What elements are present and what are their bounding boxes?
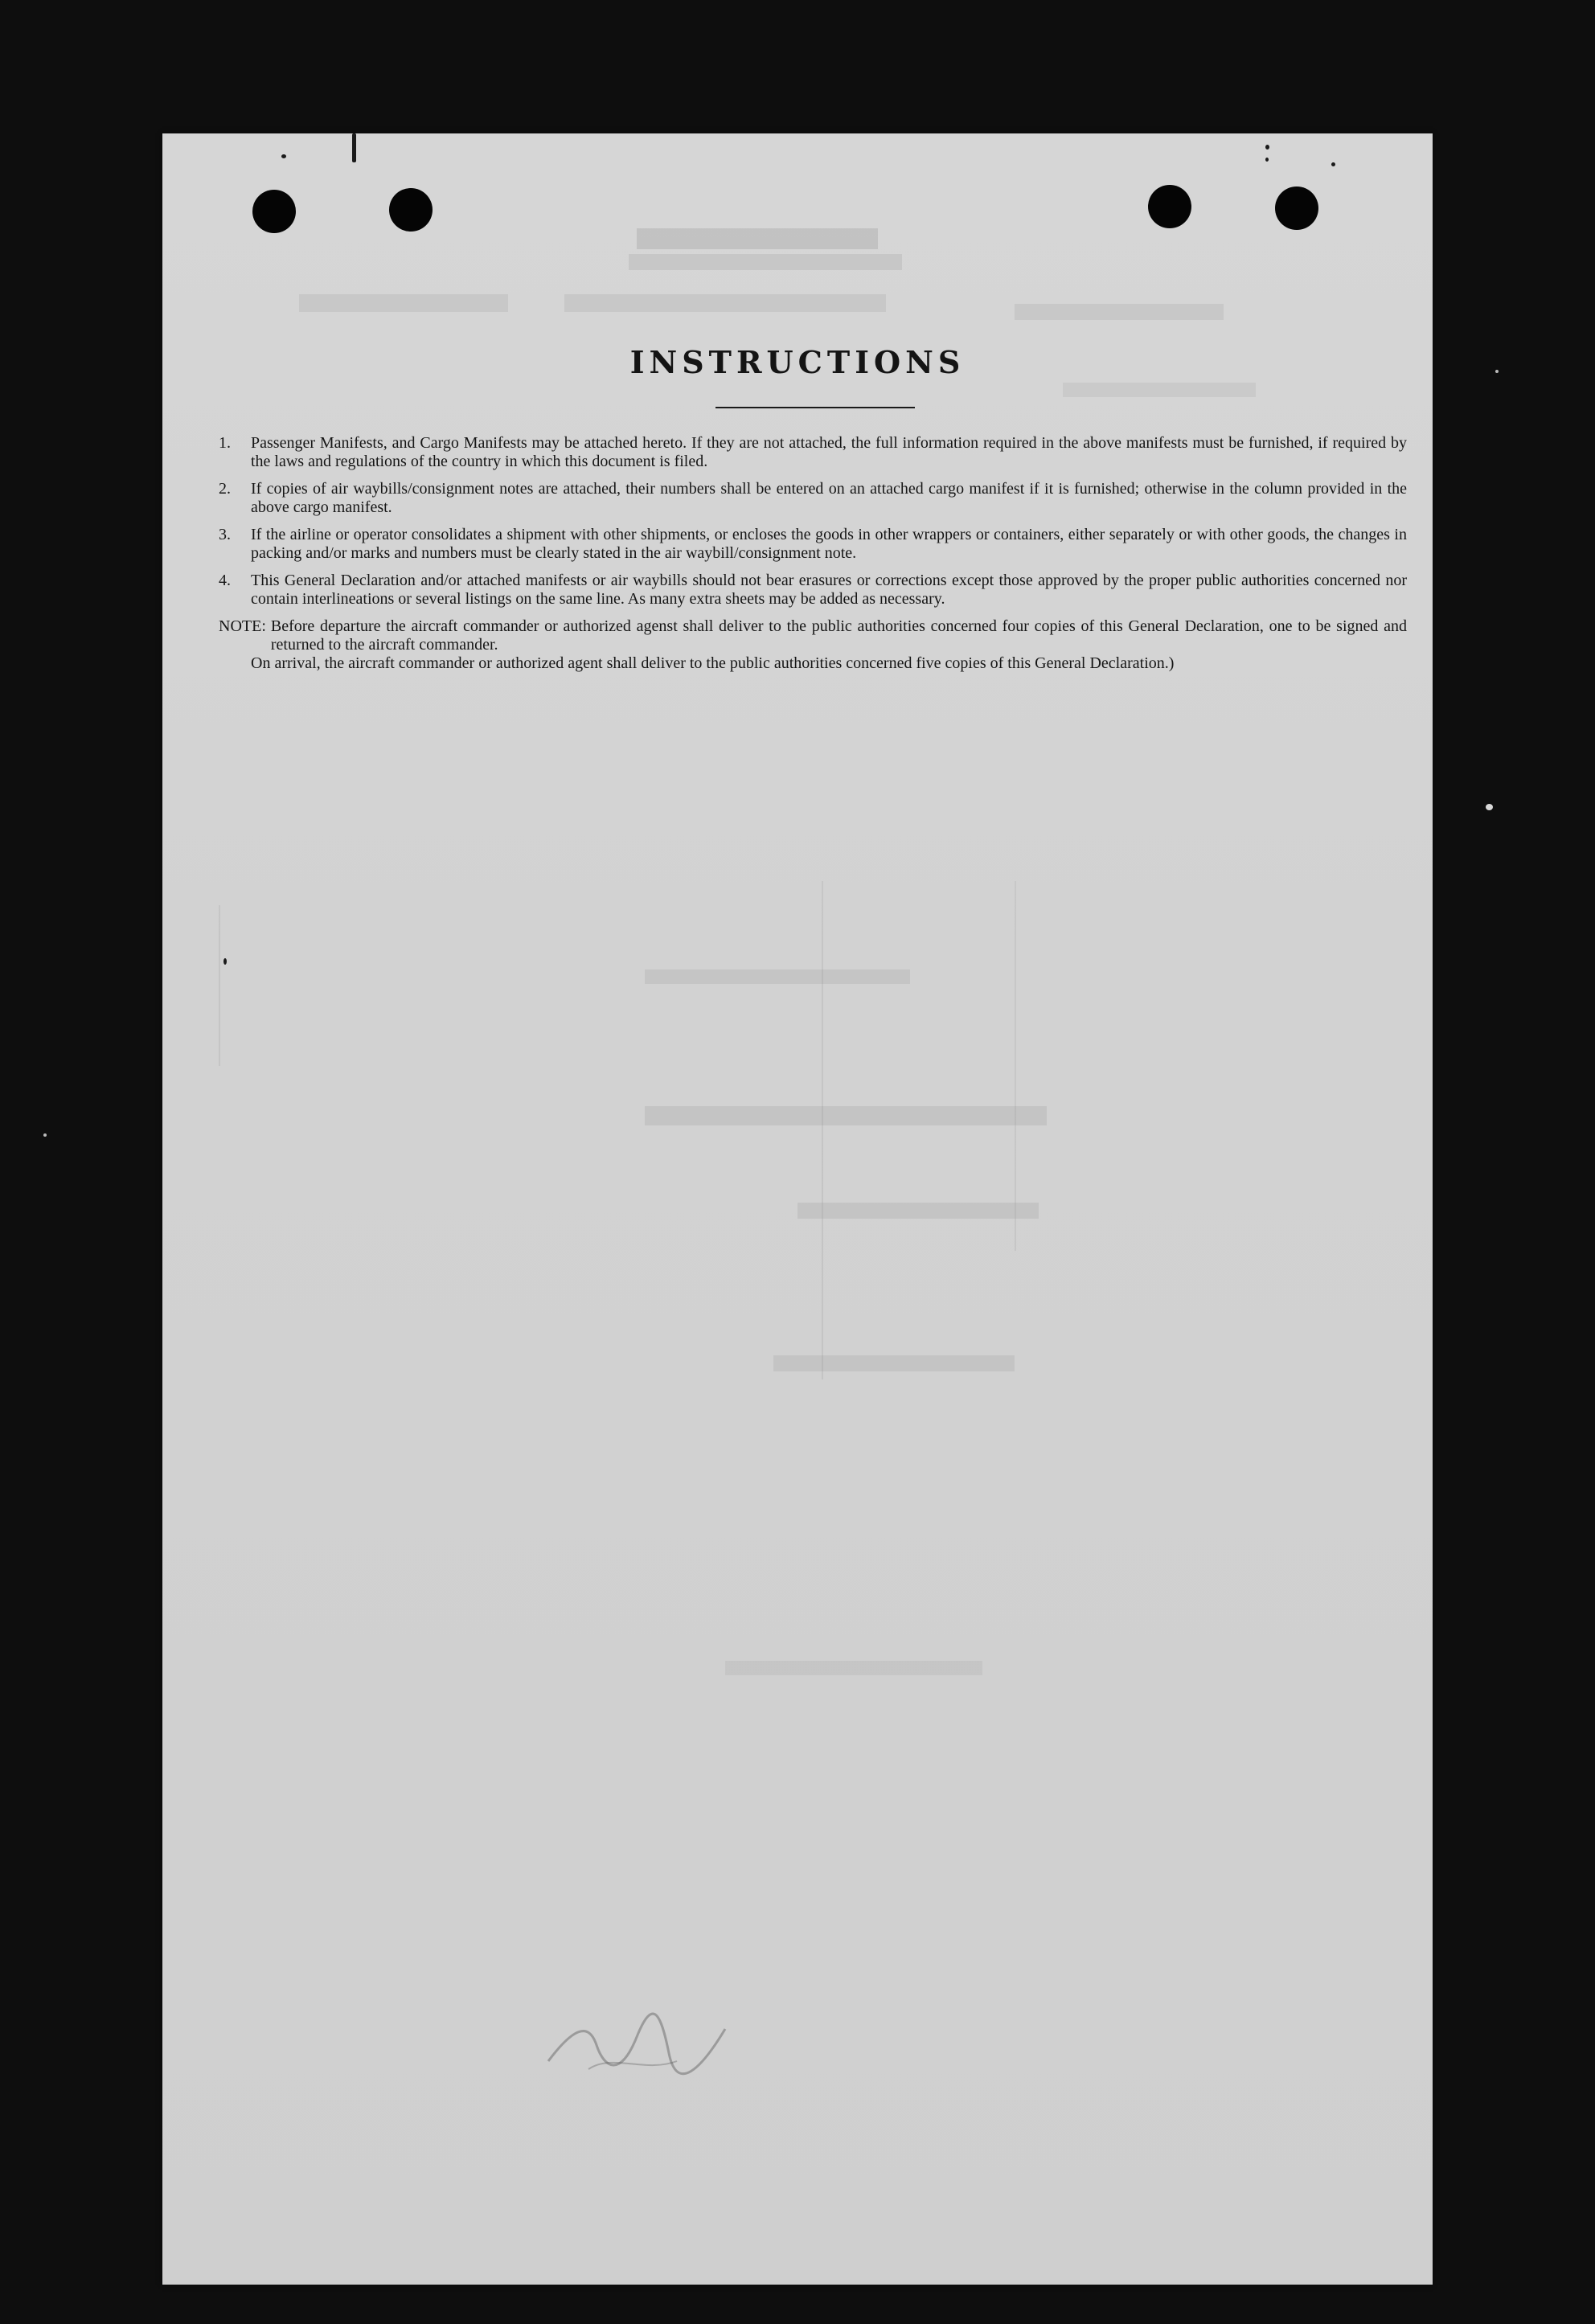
item-text: This General Declaration and/or attached manifests or air waybills should not bear erasures or corrections except those approved by the proper public authorities concerned nor contain interlineations or several listings on the same line. As many extra sheets may be added as necessary. [251, 572, 1407, 608]
show-through-vline [219, 905, 220, 1066]
scan-speck [281, 154, 286, 158]
show-through-block [725, 1661, 982, 1675]
note-departure-text: Before departure the aircraft commander or authorized agenst shall deliver to the public authorities concerned four copies of this General Declaration, one to be signed and returned to the aircraft commander. [270, 617, 1407, 654]
show-through-vline [1015, 881, 1016, 1251]
show-through-block [645, 1106, 1047, 1125]
show-through-block [798, 1203, 1039, 1219]
show-through-block [299, 294, 508, 312]
scan-speck [1265, 158, 1269, 162]
list-item [219, 480, 1407, 517]
item-text: If copies of air waybills/consignment notes are attached, their numbers shall be entered on an attached cargo manifest if it is furnished; otherwise in the column provided in the above cargo manifest. [251, 480, 1407, 516]
instructions-list [219, 434, 1407, 673]
show-through-block [1063, 383, 1256, 397]
note-arrival-text: On arrival, the aircraft commander or authorized agent shall deliver to the public authorities concerned five copies of this General Declaration.) [251, 654, 1175, 672]
punch-hole [1148, 185, 1191, 228]
document-page [162, 133, 1433, 2285]
frame-speck [43, 1133, 47, 1137]
item-text: Passenger Manifests, and Cargo Manifests may be attached hereto. If they are not attached, the full information required in the above manifests must be furnished, if required by the laws and regulations of the country in which this document is filed. [251, 434, 1407, 470]
frame-speck [1486, 804, 1493, 810]
signature-scrawl [540, 1997, 733, 2085]
item-text: If the airline or operator consolidates a shipment with other shipments, or encloses the goods in other wrappers or containers, either separately or with other goods, the changes in packing and/or marks and numbers must be clearly stated in the air waybill/consignment note. [251, 526, 1407, 562]
show-through-block [773, 1355, 1015, 1371]
item-number: 3. [219, 526, 231, 543]
item-number: 1. [219, 434, 231, 452]
note-departure [219, 617, 1407, 654]
note-label: NOTE: [219, 617, 266, 635]
list-item [219, 526, 1407, 563]
punch-hole [252, 190, 296, 233]
frame-speck [1495, 370, 1499, 373]
show-through-vline [822, 881, 823, 1379]
page-title: INSTRUCTIONS [629, 344, 966, 380]
list-item [219, 434, 1407, 471]
scan-speck [223, 958, 227, 965]
title-underline [715, 407, 915, 408]
punch-hole [1275, 186, 1318, 230]
show-through-block [1015, 304, 1224, 320]
item-number: 4. [219, 572, 231, 589]
scan-speck [352, 133, 356, 162]
item-number: 2. [219, 480, 231, 498]
show-through-block [564, 294, 886, 312]
show-through-block [629, 254, 902, 270]
note-block [219, 617, 1407, 673]
scan-speck [1331, 162, 1335, 166]
punch-hole [389, 188, 433, 232]
scan-speck [1265, 145, 1269, 150]
show-through-block [645, 969, 910, 984]
show-through-block [637, 228, 878, 249]
list-item [219, 572, 1407, 609]
